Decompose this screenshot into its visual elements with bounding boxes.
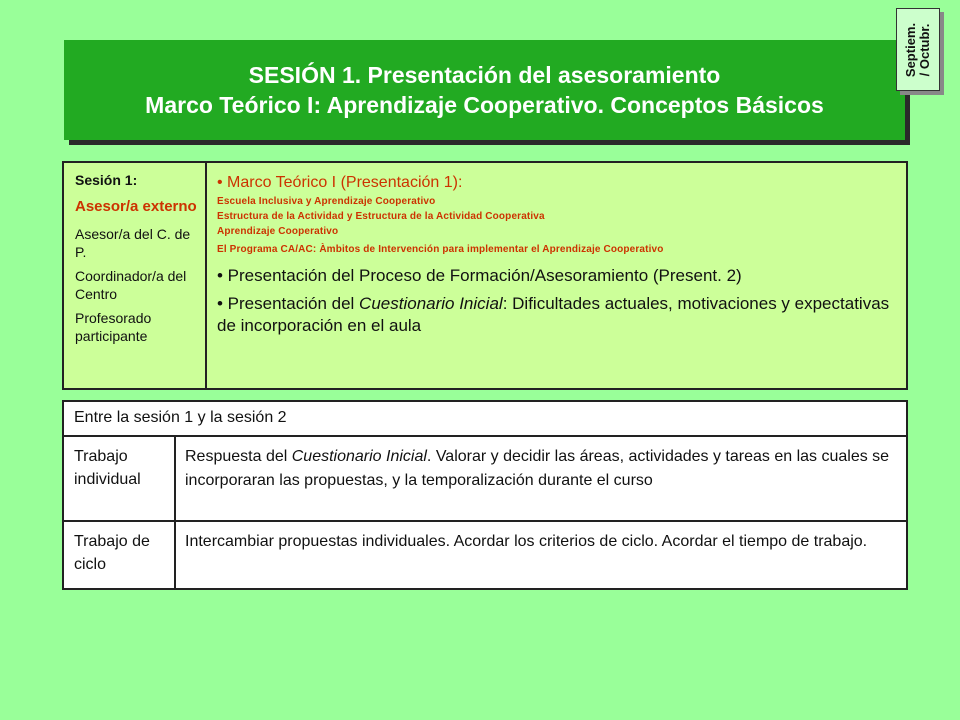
role-coordinador: Coordinador/a del Centro xyxy=(75,268,187,302)
row-label-trabajo-individual: Trabajo individual xyxy=(64,437,176,520)
role-asesor-cp: Asesor/a del C. de P. xyxy=(75,226,191,260)
row-text-trabajo-ciclo: Intercambiar propuestas individuales. Acordar los criterios de ciclo. Acordar el tiempo de trabajo. xyxy=(185,533,868,550)
between-header: Entre la sesión 1 y la sesión 2 xyxy=(64,402,906,437)
slide-title xyxy=(64,40,905,140)
marco-item: Estructura de la Actividad y Estructura de la Actividad Cooperativa xyxy=(217,211,545,222)
point3-suffix: : Dificultades actuales, motivaciones y expectativas de incorporación en el aula xyxy=(217,294,890,335)
row-label-trabajo-ciclo: Trabajo de ciclo xyxy=(64,522,176,588)
date-tag-box xyxy=(896,8,940,91)
date-tag-text xyxy=(904,22,932,76)
row1-text-prefix: Respuesta del xyxy=(185,448,292,465)
session-table xyxy=(62,161,908,390)
table-row xyxy=(64,522,906,588)
title-line-1: SESIÓN 1. Presentación del asesoramiento xyxy=(248,62,721,88)
content-cell xyxy=(207,163,906,388)
date-tag xyxy=(896,8,948,99)
role-profesorado: Profesorado participante xyxy=(75,310,152,344)
row1-text-italic: Cuestionario Inicial xyxy=(291,448,427,465)
point3-italic: Cuestionario Inicial xyxy=(359,294,503,313)
row-text-trabajo-individual xyxy=(176,437,906,520)
marco-item: Escuela Inclusiva y Aprendizaje Cooperativo xyxy=(217,196,436,207)
role-asesor-externo: Asesor/a externo xyxy=(75,198,197,215)
date-tag-line-1: Septiem. xyxy=(903,22,918,77)
marco-teorico-title: • Marco Teórico I (Presentación 1): xyxy=(217,174,463,191)
title-line-2: Marco Teórico I: Aprendizaje Cooperativo. Conceptos Básicos xyxy=(145,92,824,118)
session-label: Sesión 1: xyxy=(75,172,138,188)
point3-prefix: • Presentación del xyxy=(217,294,360,313)
marco-item: El Programa CA/AC: Àmbitos de Intervención para implementar el Aprendizaje Cooperativo xyxy=(217,244,664,255)
date-tag-line-2: / Octubr. xyxy=(917,23,932,76)
point-presentacion-cuestionario xyxy=(217,293,896,337)
table-row xyxy=(64,437,906,522)
participants-cell xyxy=(64,163,207,388)
marco-item: Aprendizaje Cooperativo xyxy=(217,226,339,237)
between-sessions-table xyxy=(62,400,908,590)
row1-text-suffix: . Valorar y decidir las áreas, actividades y tareas en las cuales se incorporaran las propuestas, y la temporalización durante el curso xyxy=(185,448,890,489)
point-presentacion-proceso: • Presentación del Proceso de Formación/Asesoramiento (Present. 2) xyxy=(217,266,742,285)
